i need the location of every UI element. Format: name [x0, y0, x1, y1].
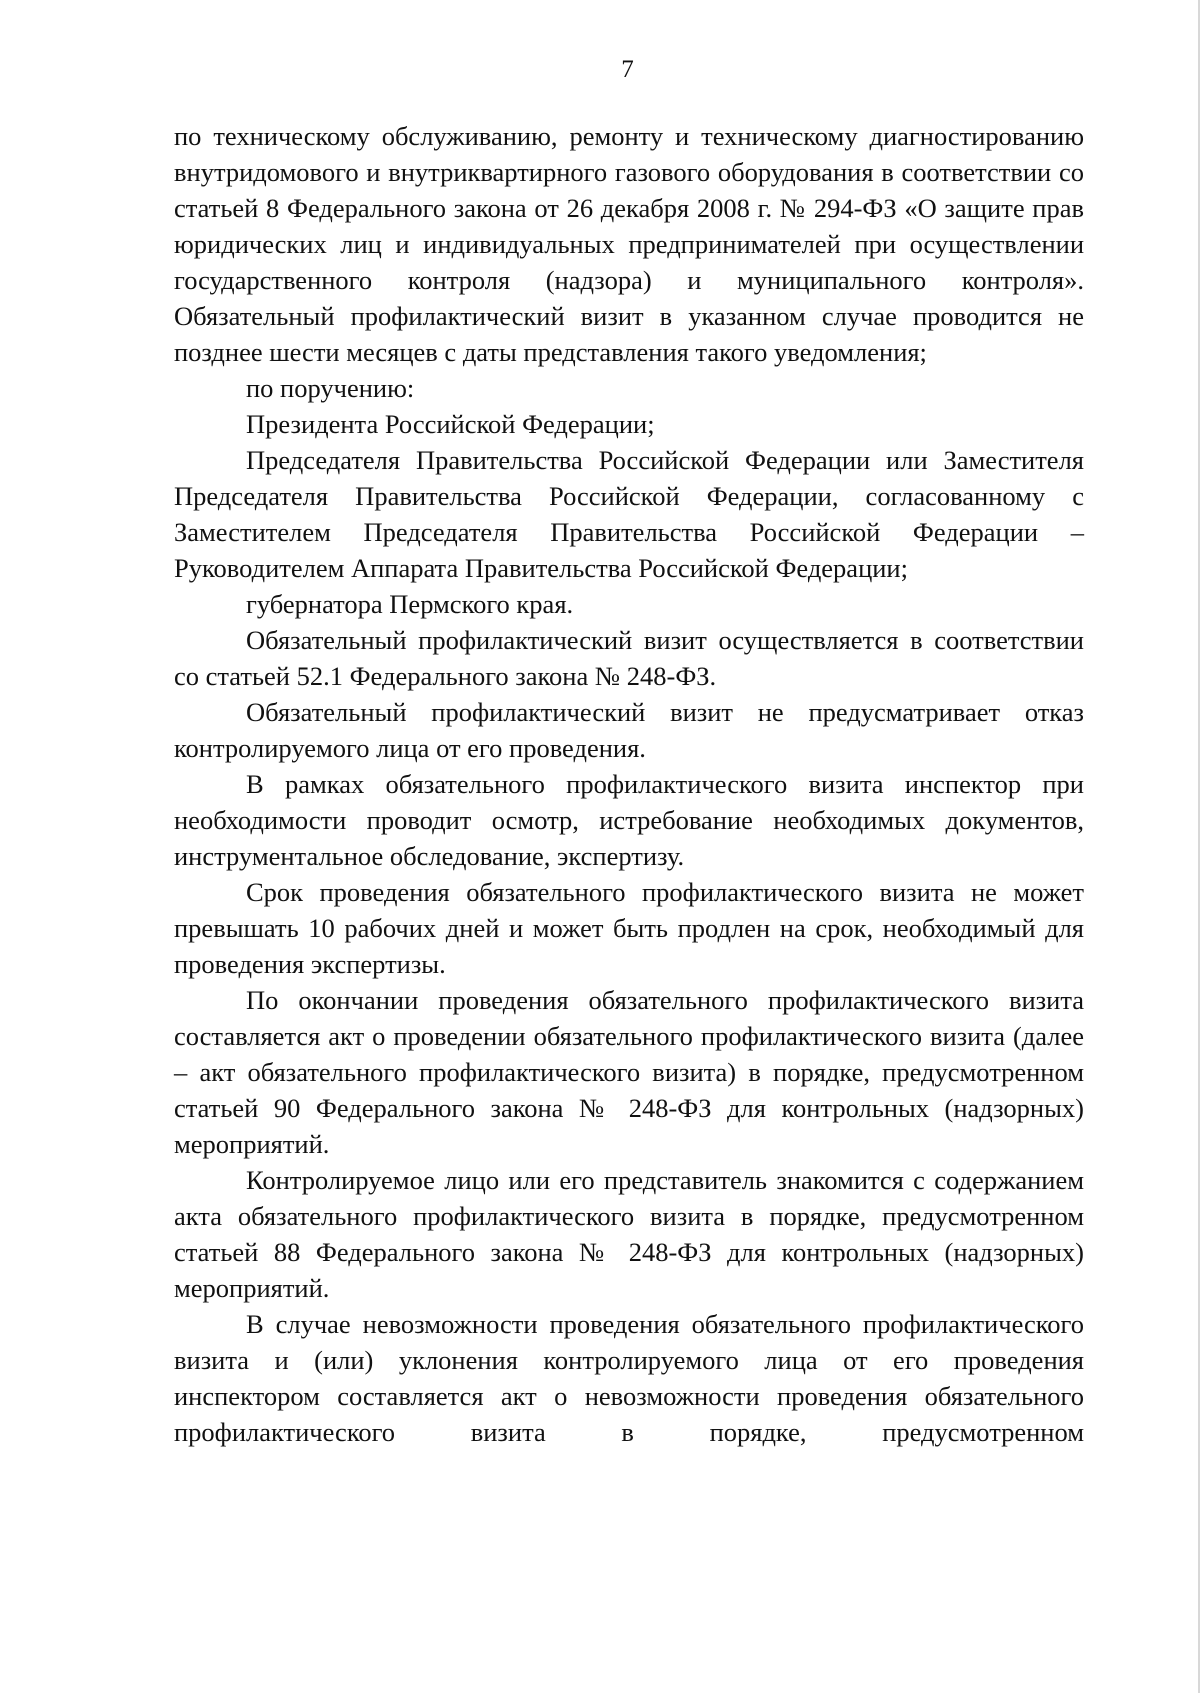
paragraph-by-order: по поручению: — [246, 373, 415, 403]
paragraph-impossibility-act: В случае невозможности проведения обязательного профилактического визита и (или) уклонения контролируемого лица от его проведения инспектором составляется акт о невозможности проведения обязательного профилактического визита в порядке, предусмотренном — [174, 1309, 1084, 1447]
page-number: 7 — [621, 56, 634, 83]
paragraph-visit-act: По окончании проведения обязательного профилактического визита составляется акт о проведении обязательного профилактического визита (далее – акт обязательного профилактического визита) в порядке, предусмотренном статьей 90 Федерального закона № 248-ФЗ для контрольных (надзорных) мероприятий. — [174, 985, 1084, 1159]
paragraph-no-refusal: Обязательный профилактический визит не предусматривает отказ контролируемого лица от его проведения. — [174, 697, 1084, 763]
paragraph-governor: губернатора Пермского края. — [246, 589, 574, 619]
paragraph-president: Президента Российской Федерации; — [246, 409, 655, 439]
paragraph-duration: Срок проведения обязательного профилактического визита не может превышать 10 рабочих дней и может быть продлен на срок, необходимый для проведения экспертизы. — [174, 877, 1084, 979]
paragraph-gas-equipment-continuation: по техническому обслуживанию, ремонту и техническому диагностированию внутридомового и внутриквартирного газового оборудования в соответствии со статьей 8 Федерального закона от 26 декабря 2008 г. № 294-ФЗ «О защите прав юридических лиц и индивидуальных предпринимателей при осуществлении государственного контроля (надзора) и муниципального контроля». Обязательный профилактический визит в указанном случае проводится не позднее шести месяцев с даты представления такого уведомления; — [174, 121, 1084, 367]
document-body — [174, 118, 1084, 1450]
paragraph-visit-basis: Обязательный профилактический визит осуществляется в соответствии со статьей 52.1 Федерального закона № 248-ФЗ. — [174, 625, 1084, 691]
paragraph-act-familiarization: Контролируемое лицо или его представитель знакомится с содержанием акта обязательного профилактического визита в порядке, предусмотренном статьей 88 Федерального закона № 248-ФЗ для контрольных (надзорных) мероприятий. — [174, 1165, 1084, 1303]
paragraph-inspector-actions: В рамках обязательного профилактического визита инспектор при необходимости проводит осмотр, истребование необходимых документов, инструментальное обследование, экспертизу. — [174, 769, 1084, 871]
paragraph-chairman: Председателя Правительства Российской Федерации или Заместителя Председателя Правительства Российской Федерации, согласованному с Заместителем Председателя Правительства Российской Федерации – Руководителем Аппарата Правительства Российской Федерации; — [174, 445, 1084, 583]
